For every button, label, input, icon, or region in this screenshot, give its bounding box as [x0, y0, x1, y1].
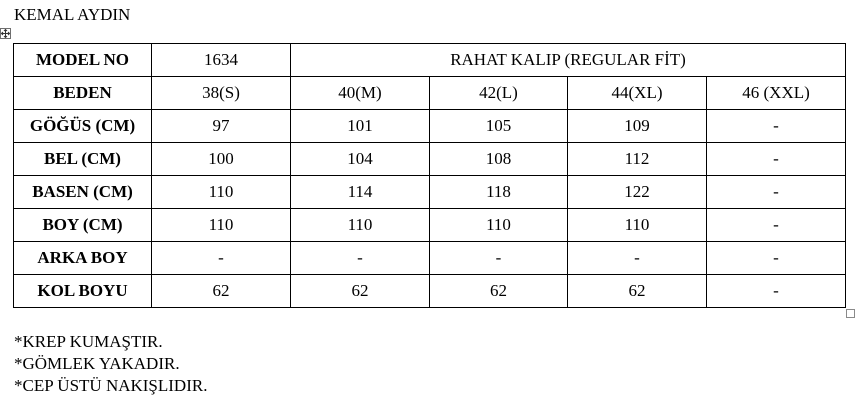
table-cell: -: [707, 242, 846, 275]
table-cell: 110: [430, 209, 568, 242]
table-row-sleeve: [14, 275, 846, 308]
row-label: MODEL NO: [14, 44, 152, 77]
row-label: BOY (CM): [14, 209, 152, 242]
table-row-model: [14, 44, 846, 77]
table-cell: 62: [291, 275, 430, 308]
note-item: *CEP ÜSTÜ NAKIŞLIDIR.: [14, 376, 208, 395]
row-label: BEDEN: [14, 77, 152, 110]
table-cell: 62: [430, 275, 568, 308]
table-row-waist: [14, 143, 846, 176]
table-cell: 97: [152, 110, 291, 143]
model-no-value: 1634: [152, 44, 291, 77]
table-cell: -: [707, 209, 846, 242]
document-title: KEMAL AYDIN: [14, 5, 131, 24]
row-label: BEL (CM): [14, 143, 152, 176]
table-cell: 110: [152, 209, 291, 242]
table-row-back-length: [14, 242, 846, 275]
row-label: BASEN (CM): [14, 176, 152, 209]
table-cell: 110: [568, 209, 707, 242]
row-label: GÖĞÜS (CM): [14, 110, 152, 143]
table-cell: -: [291, 242, 430, 275]
table-cell: 46 (XXL): [707, 77, 846, 110]
note-item: *KREP KUMAŞTIR.: [14, 332, 163, 351]
table-cell: 104: [291, 143, 430, 176]
table-cell: -: [707, 275, 846, 308]
table-row-hip: [14, 176, 846, 209]
fit-description: RAHAT KALIP (REGULAR FİT): [291, 44, 846, 77]
table-cell: -: [707, 176, 846, 209]
table-resize-handle-icon[interactable]: [846, 309, 855, 318]
table-row-length: [14, 209, 846, 242]
table-cell: -: [568, 242, 707, 275]
table-cell: 44(XL): [568, 77, 707, 110]
table-cell: 101: [291, 110, 430, 143]
table-cell: 112: [568, 143, 707, 176]
table-cell: 118: [430, 176, 568, 209]
table-cell: -: [707, 143, 846, 176]
table-cell: 109: [568, 110, 707, 143]
table-cell: -: [707, 110, 846, 143]
table-cell: 100: [152, 143, 291, 176]
note-item: *GÖMLEK YAKADIR.: [14, 354, 180, 373]
table-cell: 105: [430, 110, 568, 143]
notes-list: [14, 331, 207, 397]
table-cell: 42(L): [430, 77, 568, 110]
size-chart-table: [13, 43, 846, 308]
row-label: ARKA BOY: [14, 242, 152, 275]
table-cell: 62: [152, 275, 291, 308]
table-move-handle-icon[interactable]: [0, 28, 11, 39]
table-cell: 114: [291, 176, 430, 209]
table-row-size: [14, 77, 846, 110]
row-label: KOL BOYU: [14, 275, 152, 308]
table-cell: 62: [568, 275, 707, 308]
table-cell: 38(S): [152, 77, 291, 110]
table-cell: 110: [152, 176, 291, 209]
table-cell: 108: [430, 143, 568, 176]
table-cell: -: [152, 242, 291, 275]
table-row-chest: [14, 110, 846, 143]
table-cell: -: [430, 242, 568, 275]
table-cell: 110: [291, 209, 430, 242]
table-cell: 40(M): [291, 77, 430, 110]
table-cell: 122: [568, 176, 707, 209]
move-arrows-icon: [1, 29, 10, 38]
